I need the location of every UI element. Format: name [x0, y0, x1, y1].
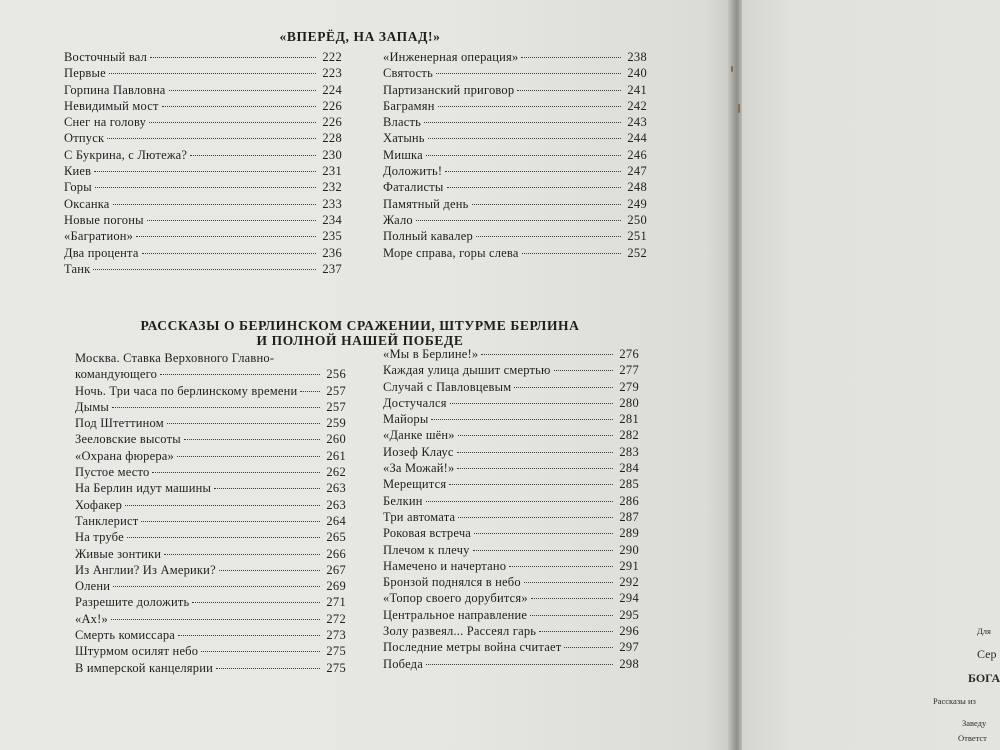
toc-entry: [383, 509, 639, 525]
toc-entry: [383, 639, 639, 655]
toc-dot-leader: [94, 171, 316, 172]
toc-entry-title: «Мы в Берлине!»: [383, 347, 479, 361]
toc-entry: [64, 261, 342, 277]
toc-entry-title: Невидимый мост: [64, 98, 159, 113]
toc-entry: [75, 578, 346, 594]
toc-entry-page-number: 263: [326, 497, 346, 512]
toc-dot-leader: [472, 204, 622, 205]
toc-dot-leader: [474, 533, 613, 534]
toc-entry: [383, 147, 647, 163]
toc-entry-page-number: 290: [619, 542, 639, 557]
toc-entry-page-number: 272: [326, 611, 346, 626]
right-page-fragment: БОГА: [968, 671, 1000, 685]
toc-entry-page-number: 250: [627, 212, 647, 227]
toc-dot-leader: [458, 435, 613, 436]
toc-dot-leader: [125, 505, 320, 506]
toc-entry-title: Из Англии? Из Америки?: [75, 562, 216, 577]
toc-entry: [383, 590, 639, 606]
toc-entry-page-number: 249: [627, 196, 647, 211]
toc-entry-page-number: 297: [619, 640, 639, 655]
toc-entry-page-number: 257: [326, 383, 346, 398]
toc-entry-title: Горпина Павловна: [64, 82, 166, 97]
toc-entry-page-number: 294: [619, 591, 639, 606]
right-page-fragment: Ответст: [958, 733, 987, 743]
toc-entry-title: Хатынь: [383, 131, 425, 146]
toc-entry: [64, 196, 342, 212]
toc-column-s1-left: [64, 49, 342, 277]
toc-entry-page-number: 283: [619, 444, 639, 459]
toc-entry-title: Хофакер: [75, 497, 123, 512]
toc-dot-leader: [169, 90, 316, 91]
toc-dot-leader: [539, 631, 613, 632]
toc-entry: [383, 179, 647, 195]
toc-entry-title: Каждая улица дышит смертью: [383, 363, 551, 378]
toc-entry-page-number: 292: [619, 575, 639, 590]
toc-dot-leader: [428, 138, 621, 139]
toc-dot-leader: [473, 550, 613, 551]
toc-entry-page-number: 298: [619, 656, 639, 671]
toc-dot-leader: [219, 570, 320, 571]
toc-entry-title: Случай с Павловцевым: [383, 379, 512, 394]
toc-dot-leader: [476, 236, 621, 237]
toc-entry-title: На трубе: [75, 530, 124, 545]
toc-entry: [64, 179, 342, 195]
toc-entry-title: Восточный вал: [64, 50, 148, 64]
toc-column-s2-right: [383, 346, 639, 672]
toc-dot-leader: [300, 391, 320, 392]
toc-dot-leader: [447, 187, 621, 188]
toc-entry: [383, 427, 639, 443]
toc-entry-title: командующего: [75, 367, 158, 382]
toc-entry-page-number: 222: [322, 50, 342, 64]
right-page-fragment: Для: [977, 626, 991, 636]
toc-dot-leader: [93, 269, 316, 270]
toc-entry-title: Доложить!: [383, 164, 443, 179]
toc-dot-leader: [450, 403, 613, 404]
toc-dot-leader: [149, 122, 316, 123]
toc-entry-page-number: 282: [619, 428, 639, 443]
toc-entry-title: Снег на голову: [64, 115, 147, 130]
toc-dot-leader: [426, 155, 621, 156]
toc-entry: [383, 245, 647, 261]
toc-entry-page-number: 242: [627, 98, 647, 113]
toc-entry-page-number: 295: [619, 607, 639, 622]
toc-dot-leader: [147, 220, 316, 221]
toc-dot-leader: [457, 452, 613, 453]
toc-entry: [383, 379, 639, 395]
toc-entry: [64, 163, 342, 179]
toc-entry: [75, 611, 346, 627]
toc-entry-title: Памятный день: [383, 196, 469, 211]
toc-entry-page-number: 263: [326, 481, 346, 496]
toc-entry: [383, 460, 639, 476]
toc-entry: [383, 49, 647, 65]
toc-entry: [64, 98, 342, 114]
toc-entry-page-number: 226: [322, 98, 342, 113]
toc-entry-page-number: 261: [326, 448, 346, 463]
toc-dot-leader: [457, 468, 613, 469]
toc-column-s1-right: [383, 49, 647, 261]
toc-entry-page-number: 296: [619, 624, 639, 639]
toc-entry-title: На Берлин идут машины: [75, 481, 212, 496]
toc-entry-title: «Топор своего дорубится»: [383, 591, 528, 606]
toc-dot-leader: [164, 554, 320, 555]
toc-entry-page-number: 271: [326, 595, 346, 610]
toc-dot-leader: [431, 419, 613, 420]
toc-dot-leader: [111, 619, 320, 620]
toc-entry-title: Намечено и начертано: [383, 558, 507, 573]
toc-entry-page-number: 281: [619, 412, 639, 427]
toc-entry-title: Партизанский приговор: [383, 82, 515, 97]
toc-dot-leader: [152, 472, 320, 473]
toc-entry: [75, 594, 346, 610]
toc-dot-leader: [554, 370, 613, 371]
toc-entry-title: Белкин: [383, 493, 423, 508]
toc-entry: [64, 212, 342, 228]
toc-entry-title: «Инженерная операция»: [383, 50, 519, 64]
toc-entry: [383, 82, 647, 98]
toc-entry: [383, 65, 647, 81]
toc-entry-title: Фаталисты: [383, 180, 444, 195]
toc-entry-title: Олени: [75, 579, 111, 594]
toc-entry: [64, 245, 342, 261]
toc-entry-page-number: 251: [627, 229, 647, 244]
toc-entry: [64, 130, 342, 146]
toc-dot-leader: [445, 171, 621, 172]
toc-entry: [383, 212, 647, 228]
toc-dot-leader: [112, 407, 320, 408]
toc-entry: [75, 513, 346, 529]
toc-entry: [383, 542, 639, 558]
toc-entry-page-number: 273: [326, 628, 346, 643]
toc-entry-title: С Букрина, с Лютежа?: [64, 147, 188, 162]
toc-entry: [383, 623, 639, 639]
toc-entry-page-number: 233: [322, 196, 342, 211]
toc-entry-title: Живые зонтики: [75, 546, 162, 561]
toc-entry: [64, 49, 342, 65]
toc-entry-title: Мишка: [383, 147, 423, 162]
toc-entry-title: Москва. Ставка Верховного Главно-: [75, 351, 275, 365]
toc-entry-page-number: 289: [619, 526, 639, 541]
toc-entry-page-number: 256: [326, 367, 346, 382]
toc-dot-leader: [524, 582, 613, 583]
toc-entry-page-number: 240: [627, 66, 647, 81]
page-speck: [731, 66, 733, 72]
right-book-page: [742, 0, 1000, 750]
toc-entry-page-number: 279: [619, 379, 639, 394]
toc-dot-leader: [167, 423, 320, 424]
toc-entry-title: Дымы: [75, 399, 110, 414]
toc-entry: [383, 656, 639, 672]
toc-entry: [383, 196, 647, 212]
toc-entry-title: Власть: [383, 115, 422, 130]
toc-entry-title: Зееловские высоты: [75, 432, 181, 447]
toc-dot-leader: [530, 615, 613, 616]
toc-entry: [383, 346, 639, 362]
toc-entry-title: «За Можай!»: [383, 461, 455, 476]
section-heading-forward-west: «ВПЕРЁД, НА ЗАПАД!»: [279, 29, 441, 44]
toc-dot-leader: [136, 236, 316, 237]
toc-entry: [64, 114, 342, 130]
toc-entry-page-number: 244: [627, 131, 647, 146]
section-heading-berlin-line2: И ПОЛНОЙ НАШЕЙ ПОБЕДЕ: [256, 333, 464, 348]
toc-entry-title: Под Штеттином: [75, 416, 164, 431]
toc-dot-leader: [436, 73, 621, 74]
toc-dot-leader: [177, 456, 320, 457]
toc-entry-title: Последние метры война считает: [383, 640, 562, 655]
toc-entry: [75, 546, 346, 562]
toc-entry-title: Победа: [383, 656, 423, 671]
toc-entry-title: Разрешите доложить: [75, 595, 190, 610]
toc-dot-leader: [564, 647, 613, 648]
toc-entry-page-number: 287: [619, 509, 639, 524]
toc-entry-title: «Ах!»: [75, 611, 108, 626]
toc-entry-page-number: 266: [326, 546, 346, 561]
toc-dot-leader: [95, 187, 316, 188]
toc-column-s2-left: [75, 350, 346, 676]
toc-entry-title: Море справа, горы слева: [383, 245, 519, 260]
toc-entry: [383, 228, 647, 244]
toc-entry: [75, 448, 346, 464]
toc-entry-page-number: 232: [322, 180, 342, 195]
toc-entry-page-number: 235: [322, 229, 342, 244]
page-speck: [738, 104, 740, 113]
toc-entry-title: Танклерист: [75, 513, 139, 528]
toc-entry: [383, 411, 639, 427]
toc-entry: [383, 114, 647, 130]
toc-entry-page-number: 234: [322, 212, 342, 227]
toc-entry-title: Пустое место: [75, 465, 150, 480]
toc-entry-title: Штурмом осилят небо: [75, 644, 199, 659]
toc-entry-title: Танк: [64, 261, 91, 276]
toc-dot-leader: [458, 517, 613, 518]
toc-entry: [75, 660, 346, 676]
toc-entry: [383, 607, 639, 623]
toc-dot-leader: [214, 488, 320, 489]
toc-entry: [75, 350, 346, 366]
toc-entry-page-number: 291: [619, 558, 639, 573]
toc-entry-title: Бронзой поднялся в небо: [383, 575, 521, 590]
toc-entry-page-number: 257: [326, 399, 346, 414]
toc-entry-title: Иозеф Клаус: [383, 444, 454, 459]
toc-entry-title: Отпуск: [64, 131, 105, 146]
toc-dot-leader: [438, 106, 621, 107]
toc-entry: [75, 643, 346, 659]
toc-entry-page-number: 275: [326, 660, 346, 675]
toc-dot-leader: [426, 664, 613, 665]
toc-entry-page-number: 226: [322, 115, 342, 130]
toc-entry-page-number: 277: [619, 363, 639, 378]
toc-dot-leader: [521, 57, 621, 58]
toc-dot-leader: [127, 537, 320, 538]
toc-dot-leader: [416, 220, 621, 221]
toc-entry-page-number: 286: [619, 493, 639, 508]
toc-entry-page-number: 236: [322, 245, 342, 260]
toc-entry: [75, 529, 346, 545]
toc-dot-leader: [509, 566, 613, 567]
toc-dot-leader: [216, 668, 320, 669]
toc-entry-title: Оксанка: [64, 196, 110, 211]
toc-entry-page-number: 246: [627, 147, 647, 162]
toc-entry-page-number: 269: [326, 579, 346, 594]
toc-entry-page-number: 260: [326, 432, 346, 447]
toc-entry: [75, 399, 346, 415]
toc-entry-page-number: 230: [322, 147, 342, 162]
toc-entry-page-number: 267: [326, 562, 346, 577]
toc-entry-page-number: 228: [322, 131, 342, 146]
toc-dot-leader: [517, 90, 621, 91]
toc-entry: [383, 558, 639, 574]
toc-dot-leader: [160, 374, 320, 375]
toc-entry: [383, 395, 639, 411]
section-heading-berlin: [110, 318, 610, 348]
toc-entry: [75, 366, 346, 382]
toc-dot-leader: [522, 253, 621, 254]
toc-entry-page-number: 285: [619, 477, 639, 492]
toc-dot-leader: [426, 501, 613, 502]
toc-dot-leader: [150, 57, 316, 58]
toc-entry: [383, 476, 639, 492]
toc-entry-title: Баграмян: [383, 98, 435, 113]
toc-dot-leader: [162, 106, 316, 107]
toc-entry-title: Горы: [64, 180, 92, 195]
toc-entry: [75, 480, 346, 496]
toc-entry-title: Полный кавалер: [383, 229, 473, 244]
toc-entry-title: В имперской канцелярии: [75, 660, 213, 675]
toc-entry-page-number: 248: [627, 180, 647, 195]
toc-entry: [383, 163, 647, 179]
toc-entry: [75, 415, 346, 431]
toc-entry-title: Жало: [383, 212, 413, 227]
toc-dot-leader: [178, 635, 320, 636]
toc-entry: [383, 574, 639, 590]
toc-entry: [64, 65, 342, 81]
toc-entry: [75, 497, 346, 513]
toc-entry-page-number: 259: [326, 416, 346, 431]
toc-entry: [64, 228, 342, 244]
toc-dot-leader: [531, 598, 613, 599]
toc-entry-page-number: 237: [322, 261, 342, 276]
toc-entry-title: Центральное направление: [383, 607, 528, 622]
toc-entry-title: «Багратион»: [64, 229, 134, 244]
toc-entry-title: Новые погоны: [64, 212, 144, 227]
toc-entry: [64, 82, 342, 98]
toc-entry-page-number: 247: [627, 164, 647, 179]
toc-entry-page-number: 243: [627, 115, 647, 130]
toc-entry-title: Первые: [64, 66, 106, 81]
toc-dot-leader: [184, 439, 320, 440]
toc-entry-page-number: 241: [627, 82, 647, 97]
toc-entry-page-number: 223: [322, 66, 342, 81]
toc-dot-leader: [449, 484, 613, 485]
toc-entry-title: Золу развеял... Рассеял гарь: [383, 624, 537, 639]
toc-dot-leader: [109, 73, 316, 74]
toc-dot-leader: [107, 138, 316, 139]
toc-entry: [75, 562, 346, 578]
toc-dot-leader: [201, 651, 320, 652]
toc-entry: [75, 464, 346, 480]
toc-entry-page-number: 238: [627, 50, 647, 64]
toc-entry: [75, 383, 346, 399]
toc-dot-leader: [481, 354, 613, 355]
toc-entry-title: Три автомата: [383, 509, 456, 524]
toc-entry: [383, 493, 639, 509]
toc-entry-page-number: 276: [619, 347, 639, 361]
toc-entry-page-number: 280: [619, 395, 639, 410]
toc-entry-title: Майоры: [383, 412, 429, 427]
toc-entry-title: Киев: [64, 164, 92, 179]
toc-entry: [383, 362, 639, 378]
toc-entry-page-number: 224: [322, 82, 342, 97]
right-page-fragment: Заведу: [962, 718, 987, 728]
toc-entry-page-number: 252: [627, 245, 647, 260]
toc-entry-title: Достучался: [383, 395, 447, 410]
toc-dot-leader: [113, 586, 320, 587]
toc-entry-page-number: 265: [326, 530, 346, 545]
toc-dot-leader: [190, 155, 316, 156]
toc-dot-leader: [141, 521, 320, 522]
toc-entry: [383, 98, 647, 114]
toc-entry-title: «Данке шён»: [383, 428, 455, 443]
toc-entry-title: Ночь. Три часа по берлинскому времени: [75, 383, 298, 398]
toc-dot-leader: [424, 122, 621, 123]
toc-entry-title: Смерть комиссара: [75, 628, 176, 643]
toc-entry-title: Плечом к плечу: [383, 542, 470, 557]
toc-entry-title: Святость: [383, 66, 433, 81]
toc-entry: [383, 130, 647, 146]
toc-entry-page-number: 262: [326, 465, 346, 480]
toc-entry-title: «Охрана фюрера»: [75, 448, 174, 463]
right-page-fragment: Рассказы из: [933, 696, 976, 706]
toc-entry-page-number: 284: [619, 461, 639, 476]
toc-entry: [383, 525, 639, 541]
toc-entry: [75, 627, 346, 643]
toc-entry-title: Два процента: [64, 245, 139, 260]
toc-entry-page-number: 264: [326, 513, 346, 528]
toc-dot-leader: [192, 602, 320, 603]
toc-entry: [64, 147, 342, 163]
toc-dot-leader: [142, 253, 316, 254]
toc-dot-leader: [514, 387, 613, 388]
toc-entry-title: Роковая встреча: [383, 526, 472, 541]
section-heading-berlin-line1: РАССКАЗЫ О БЕРЛИНСКОМ СРАЖЕНИИ, ШТУРМЕ БЕРЛИНА: [140, 318, 580, 333]
toc-entry-page-number: 275: [326, 644, 346, 659]
toc-entry-page-number: 231: [322, 164, 342, 179]
right-page-fragment: Сер: [977, 647, 997, 661]
toc-entry: [383, 444, 639, 460]
toc-entry-title: Мерещится: [383, 477, 447, 492]
toc-entry: [75, 431, 346, 447]
toc-dot-leader: [113, 204, 316, 205]
